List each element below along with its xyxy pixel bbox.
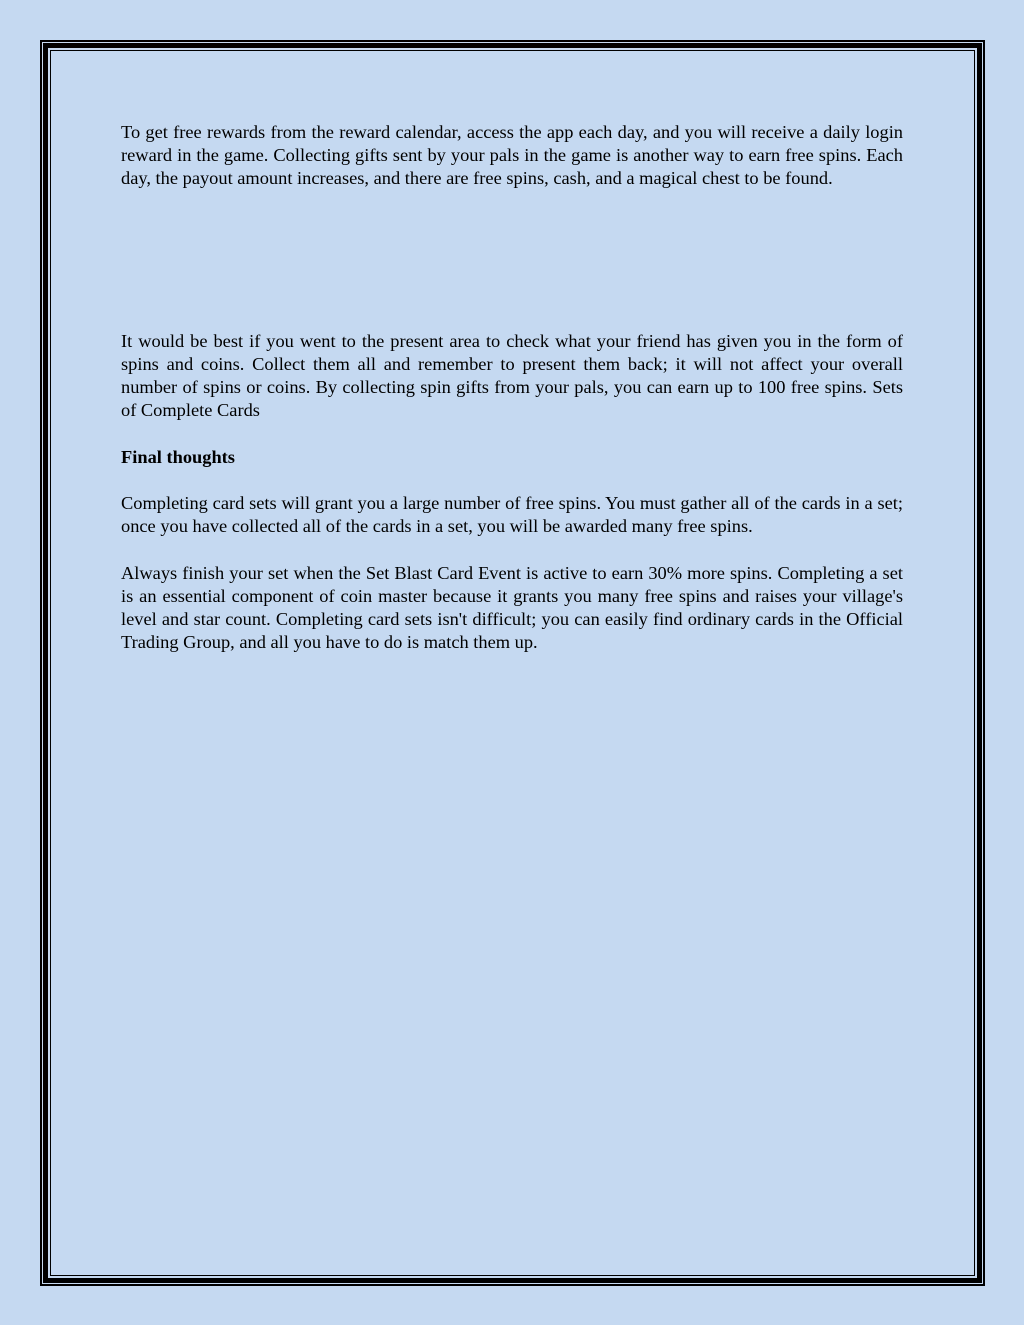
paragraph-set-blast: Always finish your set when the Set Blast Card Event is active to earn 30% more spins. Completing a set is an essential component of coin master because it grants you many free spins and raises your village's level and star count. Completing card sets isn't difficult; you can easily find ordinary cards in the Official Trading Group, and all you have to do is match them up.: [121, 563, 903, 652]
paragraph-card-sets: Completing card sets will grant you a large number of free spins. You must gather all of the cards in a set; once you have collected all of the cards in a set, you will be awarded many free spins.: [121, 493, 903, 536]
paragraph-daily-rewards: To get free rewards from the reward calendar, access the app each day, and you will receive a daily login reward in the game. Collecting gifts sent by your pals in the game is another way to earn free spins. Each day, the payout amount increases, and there are free spins, cash, and a magical chest to be found.: [121, 122, 903, 188]
paragraph-friend-gifts: It would be best if you went to the present area to check what your friend has given you in the form of spins and coins. Collect them all and remember to present them back; it will not affect your overall number of spins or coins. By collecting spin gifts from your pals, you can earn up to 100 free spins. Sets of Complete Cards: [121, 331, 903, 420]
heading-final-thoughts: Final thoughts: [121, 447, 235, 467]
page-border-inner: [50, 50, 975, 1276]
